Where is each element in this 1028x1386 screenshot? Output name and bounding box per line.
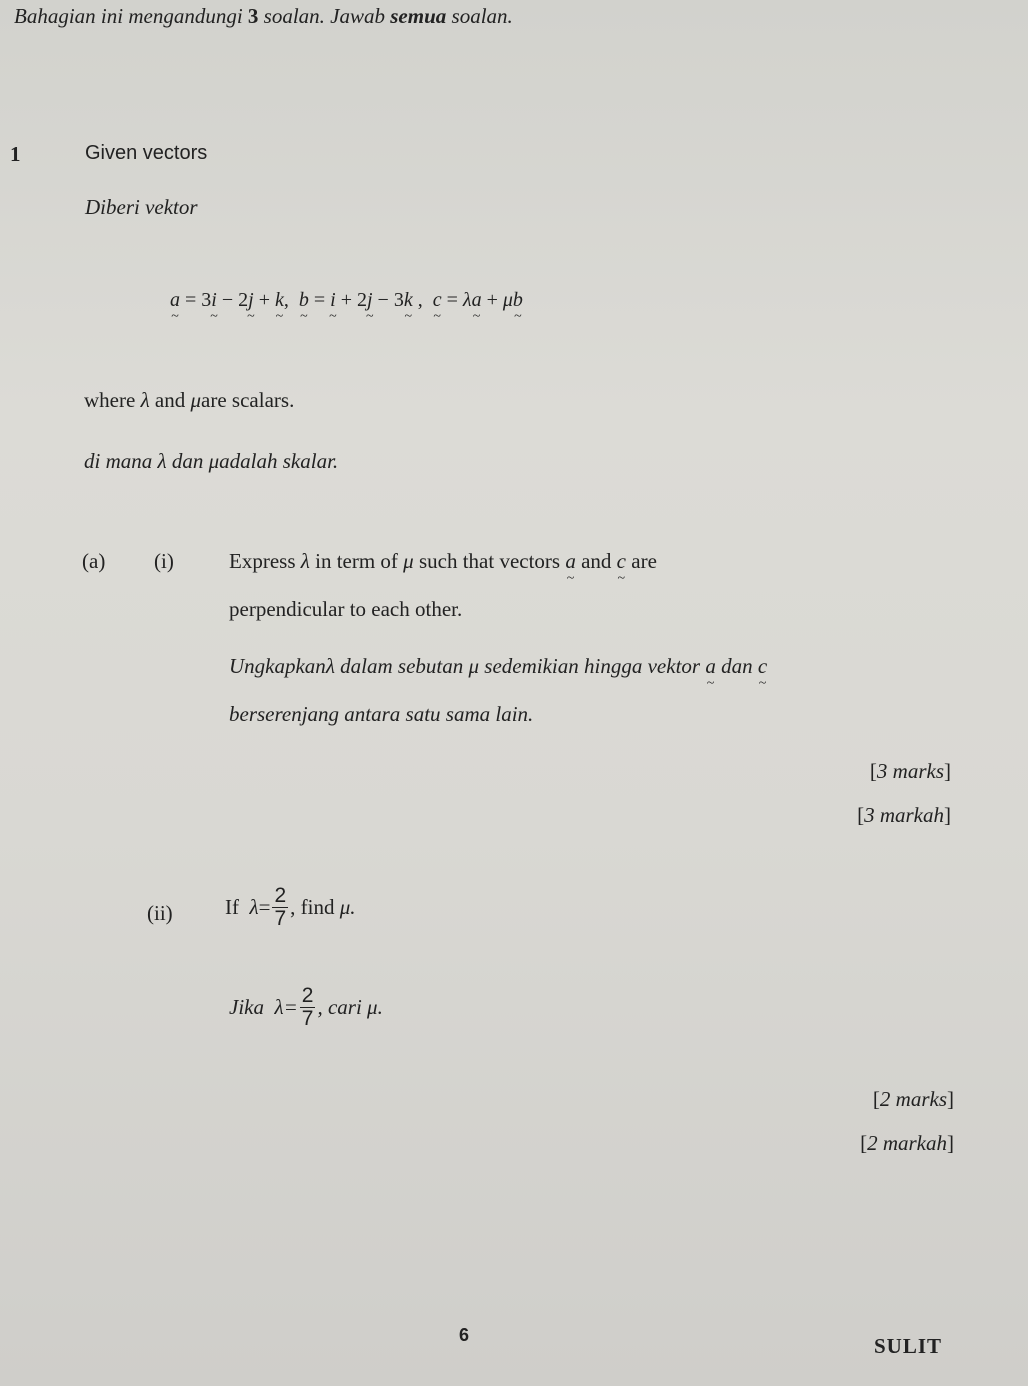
marks-en-ii: [2 marks] (872, 1087, 954, 1111)
separator: , (283, 289, 289, 311)
operator: + (258, 289, 270, 311)
instruction-emphasis: semua (390, 4, 447, 28)
text: If (225, 895, 239, 919)
coefficient: − 3 (377, 289, 404, 311)
unit-vector-k: k ~ (275, 289, 284, 312)
equals-sign: = (258, 895, 271, 919)
text: in term of (315, 549, 398, 573)
section-instruction (14, 4, 513, 29)
text: Ungkapkan (229, 654, 326, 678)
vector-a-symbol: a ~ (565, 549, 576, 574)
fraction-denominator: 7 (301, 1007, 314, 1030)
fraction-denominator: 7 (274, 907, 287, 930)
instruction-text-3: soalan. (451, 4, 513, 28)
question-count: 3 (247, 4, 259, 28)
text: , find (290, 895, 335, 919)
mu-symbol: μ (403, 549, 414, 573)
vector-c-symbol: c ~ (433, 289, 442, 312)
mu-symbol: μ (468, 654, 480, 678)
equals-sign: = (283, 995, 298, 1019)
text: are scalars. (201, 388, 295, 412)
sulit-label: SULIT (874, 1334, 943, 1358)
text: , cari (317, 995, 362, 1019)
instruction-text: Bahagian ini mengandungi (14, 4, 243, 28)
unit-vector-j: j ~ (367, 289, 373, 312)
text: Express (229, 549, 296, 573)
equals-sign: = (313, 289, 326, 311)
text: where (84, 388, 136, 412)
part-a-i-label: (i) (154, 549, 174, 573)
separator: , (417, 289, 423, 311)
text: Jika (229, 995, 264, 1019)
vector-a-symbol: a ~ (705, 654, 716, 679)
unit-vector-i: i ~ (330, 289, 336, 312)
fraction-numerator: 2 (301, 984, 314, 1007)
part-a-i-ms-line1 (229, 654, 767, 679)
text: dan (171, 449, 204, 473)
lambda-symbol: λ (140, 388, 150, 412)
mu-symbol: μ (190, 388, 202, 412)
page-number: 6 (459, 1325, 470, 1345)
mu-symbol: μ (208, 449, 220, 473)
equals-sign: = (446, 289, 458, 311)
fraction (300, 985, 316, 1030)
text: dan (721, 654, 753, 678)
unit-vector-j: j ~ (248, 289, 254, 312)
text: and (154, 388, 186, 412)
lambda-symbol: λ (157, 449, 167, 473)
vector-c-symbol: c ~ (617, 549, 626, 574)
text: dalam sebutan (340, 654, 464, 678)
marks-en: [3 marks] (869, 759, 951, 783)
where-ms (84, 449, 338, 474)
instruction-text-2: soalan. Jawab (263, 4, 385, 28)
mu-symbol: μ (502, 289, 513, 311)
vector-equation (170, 289, 523, 312)
part-a-ii-label: (ii) (147, 901, 173, 925)
fraction-numerator: 2 (274, 884, 287, 907)
lambda-symbol: λ (249, 895, 259, 919)
lambda-symbol: λ (325, 654, 335, 678)
mu-symbol: μ. (339, 895, 356, 919)
coefficient: 3 (201, 289, 212, 311)
text: are (631, 549, 657, 573)
operator: + (486, 289, 498, 311)
vector-b-symbol: b ~ (299, 289, 309, 312)
vector-a-symbol: a ~ (472, 289, 482, 312)
marks-ms-ii: [2 markah] (860, 1131, 954, 1155)
unit-vector-i: i ~ (211, 289, 217, 312)
equals-sign: = (185, 289, 197, 311)
intro-ms: Diberi vektor (85, 195, 198, 219)
coefficient: + 2 (340, 289, 367, 311)
unit-vector-k: k ~ (404, 289, 413, 312)
lambda-symbol: λ (300, 549, 310, 573)
lambda-symbol: λ (274, 995, 284, 1019)
part-a-i-en-line1 (229, 549, 657, 574)
text: such that vectors (418, 549, 561, 573)
part-a-i-ms-line2: berserenjang antara satu sama lain. (229, 702, 534, 726)
coefficient: − 2 (221, 289, 249, 311)
mu-symbol: μ. (367, 995, 383, 1019)
text: sedemikian hingga vektor (484, 654, 701, 678)
part-a-i-en-line2: perpendicular to each other. (229, 597, 463, 621)
text: and (581, 549, 612, 573)
text: di mana (84, 449, 153, 473)
fraction (272, 885, 288, 930)
intro-en: Given vectors (85, 142, 208, 164)
vector-a-symbol: a ~ (170, 289, 180, 312)
marks-ms: [3 markah] (857, 803, 951, 827)
vector-b-symbol: b ~ (513, 289, 523, 312)
part-a-label: (a) (82, 549, 106, 573)
text: adalah skalar. (219, 449, 339, 473)
part-a-ii-ms (229, 985, 383, 1030)
where-en (84, 388, 294, 413)
vector-c-symbol: c ~ (758, 654, 767, 679)
question-number: 1 (10, 142, 21, 166)
lambda-symbol: λ (462, 289, 472, 311)
part-a-ii-en (225, 885, 356, 930)
